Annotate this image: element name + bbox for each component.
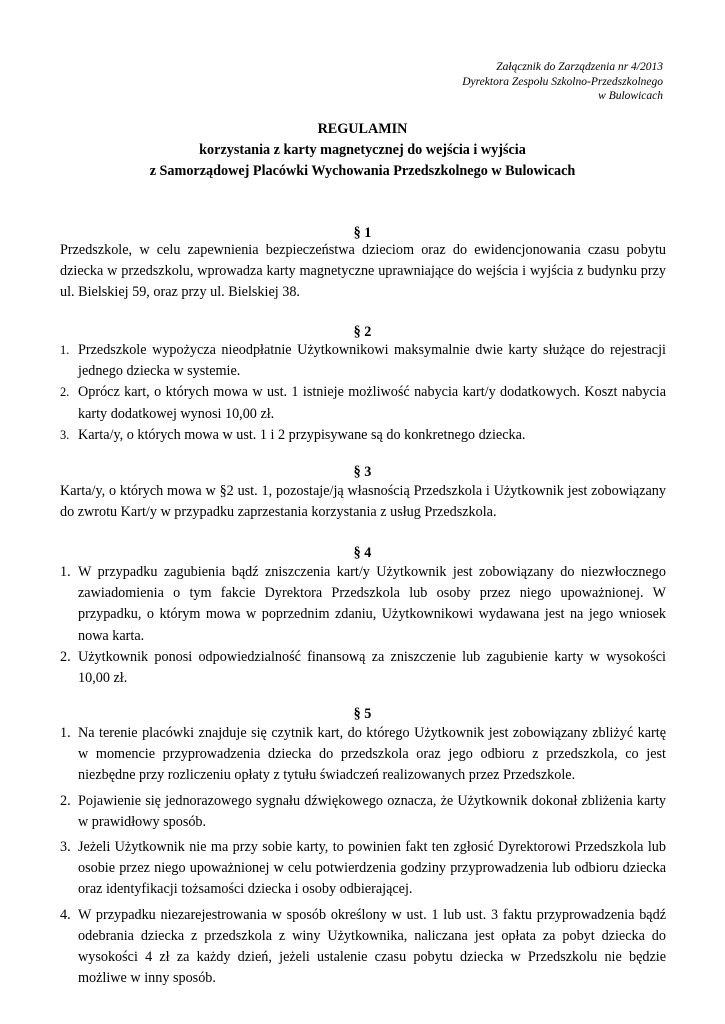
annex-line-1: Załącznik do Zarządzenia nr 4/2013	[496, 61, 663, 73]
list-item	[60, 791, 666, 833]
annex-note	[462, 60, 663, 104]
list-item	[60, 340, 666, 382]
title-line-3: z Samorządowej Placówki Wychowania Przedszkolnego w Bulowicach	[149, 163, 576, 179]
annex-line-2: Dyrektora Zespołu Szkolno-Przedszkolnego	[462, 75, 663, 88]
item-number: 2.	[60, 385, 70, 400]
title-line-2: korzystania z karty magnetycznej do wejścia i wyjścia	[199, 142, 526, 158]
section-5-heading: § 5	[353, 706, 372, 722]
item-text: Użytkownik ponosi odpowiedzialność finansową za zniszczenie lub zagubienie karty w wysokości 10,00 zł.	[78, 648, 666, 687]
item-number: 3.	[60, 427, 70, 442]
section-5-list	[60, 723, 666, 989]
section-3-heading: § 3	[353, 464, 372, 480]
list-item	[60, 562, 666, 647]
annex-line-3: w Bulowicach	[598, 90, 663, 102]
list-item	[60, 425, 666, 446]
list-item	[60, 647, 666, 689]
section-4-list	[60, 562, 666, 689]
section-1-text: Przedszkole, w celu zapewnienia bezpieczeństwa dzieciom oraz do ewidencjonowania czasu pobytu dziecka w przedszkolu, wprowadza karty magnetyczne uprawniające do wejścia i wyjścia z budynku przy ul. Bielskiej 59, oraz przy ul. Bielskiej 38.	[60, 242, 666, 301]
section-3-text: Karta/y, o których mowa w §2 ust. 1, pozostaje/ją własnością Przedszkola i Użytkownik jest zobowiązany do zwrotu Kart/y w przypadku zaprzestania korzystania z usług Przedszkola.	[60, 483, 666, 521]
list-item	[60, 837, 666, 901]
item-number: 3.	[60, 839, 71, 856]
section-1-heading: § 1	[353, 225, 372, 241]
item-number: 1.	[60, 343, 70, 357]
list-item	[60, 382, 666, 424]
section-2-list	[60, 340, 666, 446]
item-text: W przypadku zagubienia bądź zniszczenia kart/y Użytkownik jest zobowiązany do niezwłocznego zawiadomienia o tym fakcie Dyrektora Przedszkola lub osoby przez niego upoważnionej. W przypadku, o którym mowa w poprzednim zdaniu, Użytkownikowi wydawana jest na jego wniosek nowa karta.	[78, 564, 666, 644]
list-item	[60, 905, 666, 990]
title-line-1: REGULAMIN	[317, 121, 408, 137]
item-text: Przedszkole wypożycza nieodpłatnie Użytkownikowi maksymalnie dwie karty służące do rejestracji jednego dziecka w systemie.	[78, 342, 666, 380]
item-text: Na terenie placówki znajduje się czytnik kart, do którego Użytkownik jest zobowiązany zbliżyć kartę w momencie przyprowadzenia dziecka do przedszkola oraz jego odbioru z przedszkola, co jest niezbędne przy rozliczeniu opłaty z tytułu świadczeń realizowanych przez Przedszkole.	[78, 725, 666, 784]
item-text: Pojawienie się jednorazowego sygnału dźwiękowego oznacza, że Użytkownik dokonał zbliżenia karty w prawidłowy sposób.	[78, 792, 666, 830]
item-number: 1.	[60, 725, 71, 741]
item-text: Jeżeli Użytkownik nie ma przy sobie karty, to powinien fakt ten zgłosić Dyrektorowi Przedszkola lub osobie przez niego upoważnionej w celu potwierdzenia godziny przyprowadzenia lub odbioru dziecka oraz identyfikacji tożsamości dziecka i osoby odbierającej.	[78, 839, 666, 898]
section-4-heading: § 4	[353, 545, 372, 561]
item-number: 2.	[60, 792, 71, 809]
item-number: 2.	[60, 648, 71, 665]
item-text: Oprócz kart, o których mowa w ust. 1 istnieje możliwość nabycia kart/y dodatkowych. Koszt nabycia karty dodatkowej wynosi 10,00 zł.	[78, 384, 666, 422]
document-title	[60, 119, 665, 182]
item-number: 4.	[60, 906, 71, 923]
item-text: Karta/y, o których mowa w ust. 1 i 2 przypisywane są do konkretnego dziecka.	[78, 426, 526, 443]
item-text: W przypadku niezarejestrowania w sposób określony w ust. 1 lub ust. 3 faktu przyprowadzenia bądź odebrania dziecka z przedszkola z winy Użytkownika, naliczana jest opłata za pobyt dziecka do wysokości 4 zł za każdy dzień, jeżeli ustalenie czasu pobytu dziecka w Przedszkolu nie będzie możliwe w inny sposób.	[78, 906, 666, 987]
list-item	[60, 723, 666, 787]
item-number: 1.	[60, 564, 71, 580]
section-2-heading: § 2	[353, 324, 372, 340]
